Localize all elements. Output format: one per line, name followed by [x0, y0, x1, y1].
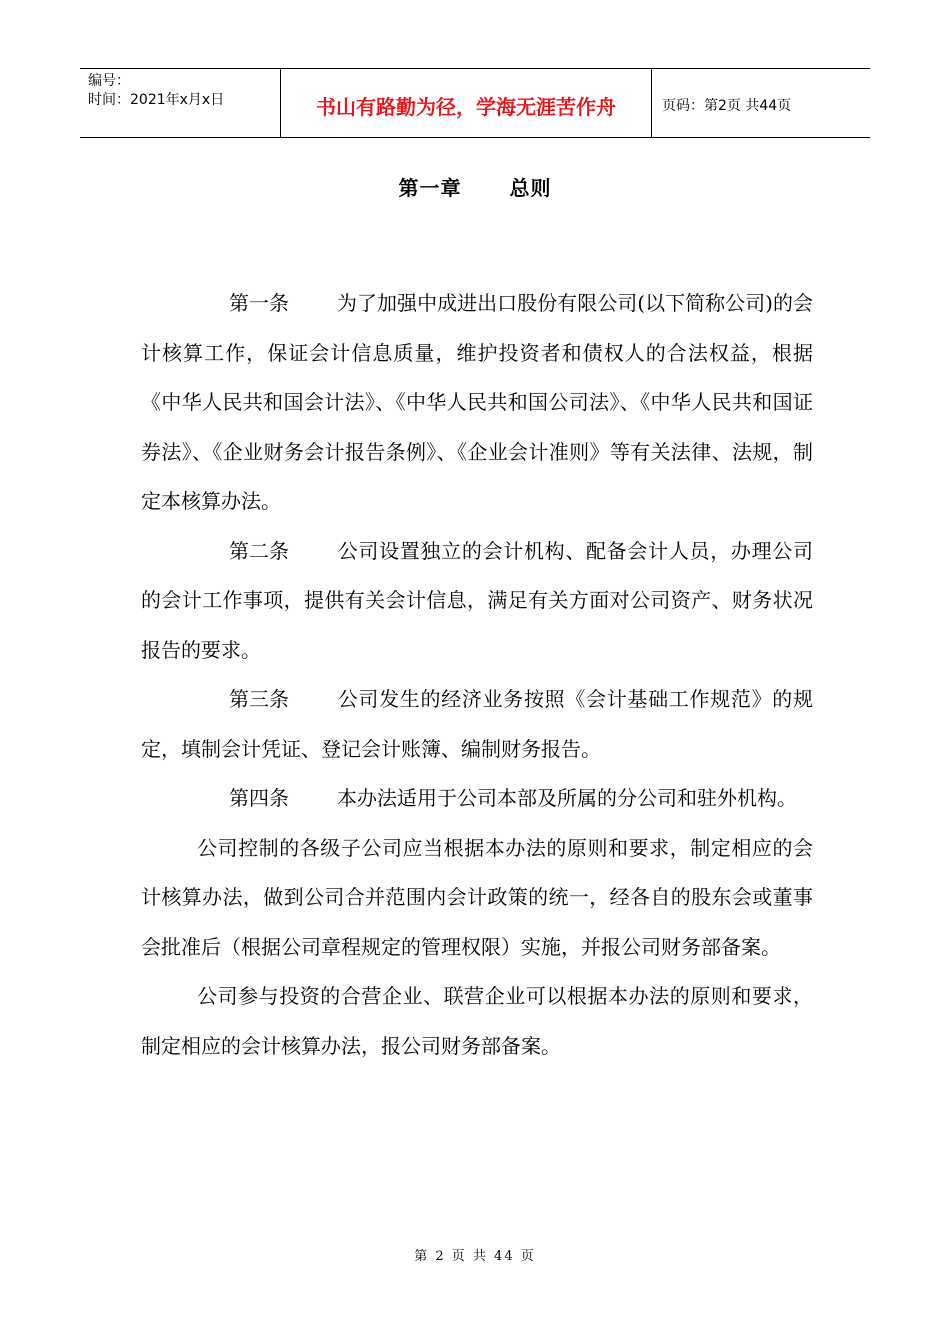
paragraph-joint-ventures: 公司参与投资的合营企业、联营企业可以根据本办法的原则和要求，制定相应的会计核算办法，报公司财务部备案。 [141, 984, 813, 1058]
article-text: 本办法适用于公司本部及所属的分公司和驻外机构。 [337, 786, 797, 810]
article-text: 公司设置独立的会计机构、配备会计人员，办理公司的会计工作事项，提供有关会计信息，满足有关方面对公司资产、财务状况报告的要求。 [141, 538, 813, 662]
article-4 [141, 774, 813, 824]
chapter-title [0, 172, 950, 201]
article-1 [141, 279, 813, 527]
document-time: 时间：2021年x月x日 [88, 92, 225, 108]
article-2 [141, 527, 813, 676]
document-number-label: 编号： [88, 73, 130, 89]
header-page-info: 页码：第2页 共44页 [662, 98, 792, 114]
article-label: 第三条 [229, 687, 289, 711]
document-body [141, 279, 813, 1071]
paragraph-subsidiaries: 公司控制的各级子公司应当根据本办法的原则和要求，制定相应的会计核算办法，做到公司合并范围内会计政策的统一，经各自的股东会或董事会批准后（根据公司章程规定的管理权限）实施，并报公司财务部备案。 [141, 835, 813, 959]
article-text: 为了加强中成进出口股份有限公司(以下简称公司)的会计核算工作，保证会计信息质量，维护投资者和债权人的合法权益，根据《中华人民共和国会计法》、《中华人民共和国公司法》、《中华人民共和国证券法》、《企业财务会计报告条例》、《企业会计准则》等有关法律、法规，制定本核算办法。 [141, 291, 813, 513]
page-header [80, 68, 870, 138]
header-meta [80, 69, 281, 137]
header-motto: 书山有路勤为径，学海无涯苦作舟 [281, 69, 652, 137]
page-footer: 第 2 页 共 44 页 [414, 1249, 536, 1264]
chapter-number: 第一章 [398, 176, 462, 200]
article-label: 第四条 [229, 786, 289, 810]
article-label: 第一条 [229, 291, 289, 315]
article-text: 公司发生的经济业务按照《会计基础工作规范》的规定，填制会计凭证、登记会计账簿、编制财务报告。 [141, 687, 813, 761]
article-label: 第二条 [229, 538, 289, 563]
article-3 [141, 675, 813, 774]
chapter-name: 总则 [509, 176, 552, 200]
